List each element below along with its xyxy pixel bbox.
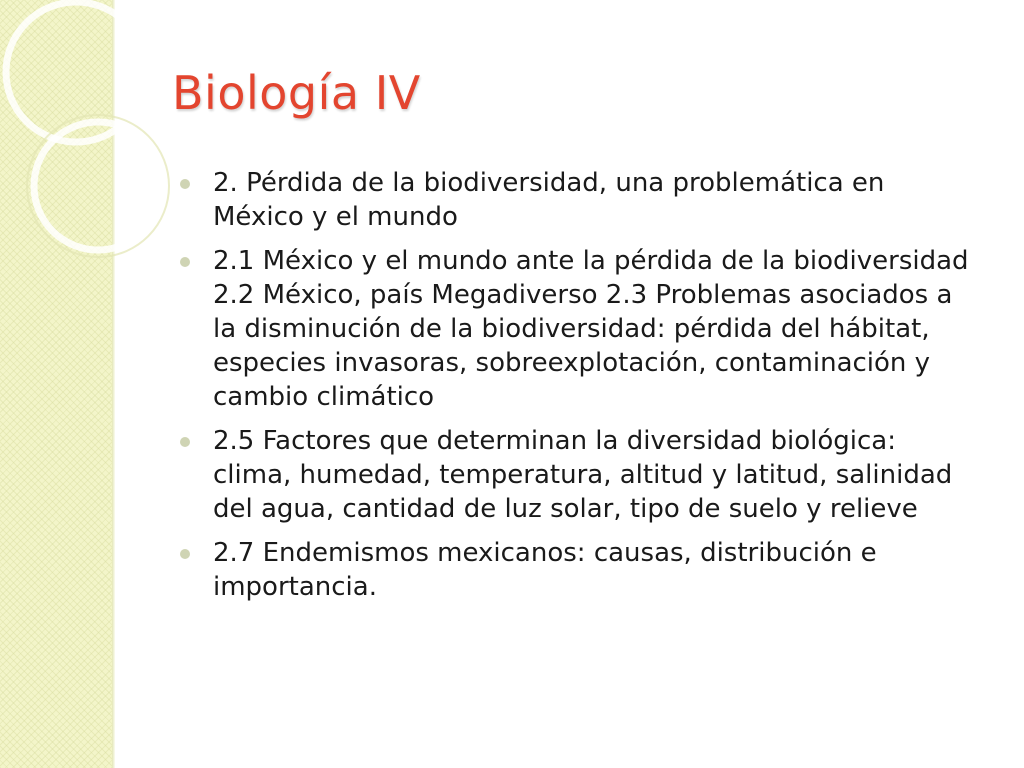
bullet-item xyxy=(180,166,980,234)
bullet-text: 2.5 Factores que determinan la diversidad biológica: clima, humedad, temperatura, altitud y latitud, salinidad del agua, cantidad de luz solar, tipo de suelo y relieve xyxy=(213,426,953,524)
bullet-item xyxy=(180,244,980,414)
bullet-text: 2.1 México y el mundo ante la pérdida de la biodiversidad 2.2 México, país Megadiverso 2.3 Problemas asociados a la disminución de la biodiversidad: pérdida del hábitat, especies invasoras, sobreexplotación, contaminación y cambio climático xyxy=(213,246,969,412)
bullet-dot-icon xyxy=(180,179,190,189)
bullet-text: 2. Pérdida de la biodiversidad, una problemática en México y el mundo xyxy=(213,168,885,232)
bullet-dot-icon xyxy=(180,549,190,559)
bullet-item xyxy=(180,536,980,604)
slide-title: Biología IV xyxy=(172,66,421,120)
bullet-list xyxy=(180,166,980,614)
bullet-text: 2.7 Endemismos mexicanos: causas, distribución e importancia. xyxy=(213,538,877,602)
bullet-dot-icon xyxy=(180,437,190,447)
bullet-item xyxy=(180,424,980,526)
bullet-dot-icon xyxy=(180,257,190,267)
